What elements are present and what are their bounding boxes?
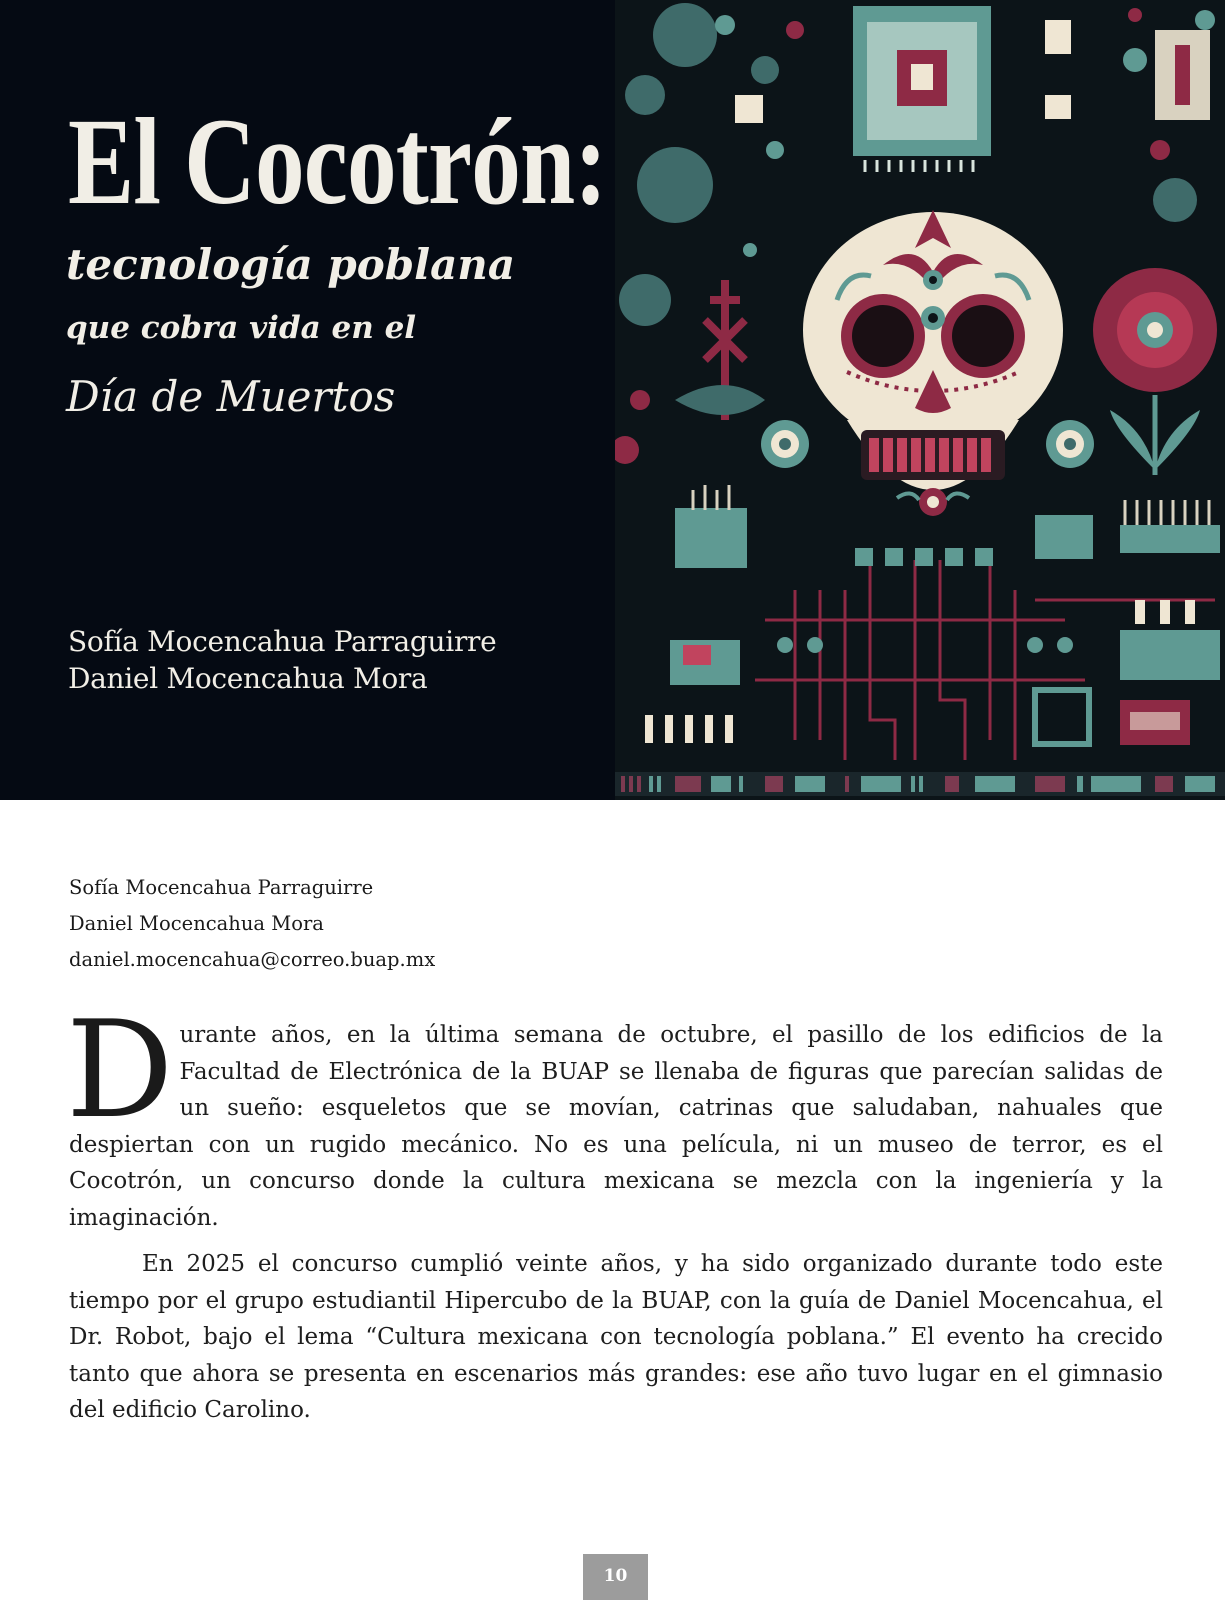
paragraph-2: En 2025 el concurso cumplió veinte años, y ha sido organizado durante todo este tiempo por el grupo estudiantil Hipercubo de la BUAP, con la guía de Daniel Mocencahua, el Dr. Robot, bajo el lema “Cultura mexicana con tecnología poblana.” El evento ha crecido tanto que ahora se presenta en escenarios más grandes: ese año tuvo lugar en el gimnasio del edificio Carolino.: [69, 1251, 1163, 1423]
subtitle-line-3: Día de Muertos: [66, 372, 396, 421]
hero-author-1: Sofía Mocencahua Parraguirre: [68, 625, 497, 658]
article-title: El Cocotrón:: [68, 93, 607, 230]
byline-author-2: Daniel Mocencahua Mora: [69, 912, 324, 935]
page-number: 10: [583, 1554, 648, 1600]
sugar-skull-circuit-illustration: [615, 0, 1225, 800]
byline-author-1: Sofía Mocencahua Parraguirre: [69, 876, 374, 899]
byline-email[interactable]: daniel.mocencahua@correo.buap.mx: [69, 948, 436, 971]
subtitle-line-1: tecnología poblana: [66, 240, 516, 289]
drop-cap: D: [66, 992, 174, 1148]
circuit-strip: [615, 772, 1225, 796]
paragraph-1: [66, 992, 1163, 1236]
cpu-chip-icon: [853, 6, 991, 172]
subtitle-line-2: que cobra vida en el: [66, 310, 417, 346]
hero-author-2: Daniel Mocencahua Mora: [68, 662, 428, 695]
article-body: [66, 992, 1163, 1429]
paragraph-1-text: urante años, en la última semana de octubre, el pasillo de los edificios de la Facultad de Electrónica de la BUAP se llenaba de figuras que parecían salidas de un sueño: esqueletos que se movían, catrinas que saludaban, nahuales que despiertan con un rugido mecánico. No es una película, ni un museo de terror, es el Cocotrón, un concurso donde la cultura mexicana se mezcla con la ingeniería y la imaginación.: [69, 1022, 1163, 1231]
